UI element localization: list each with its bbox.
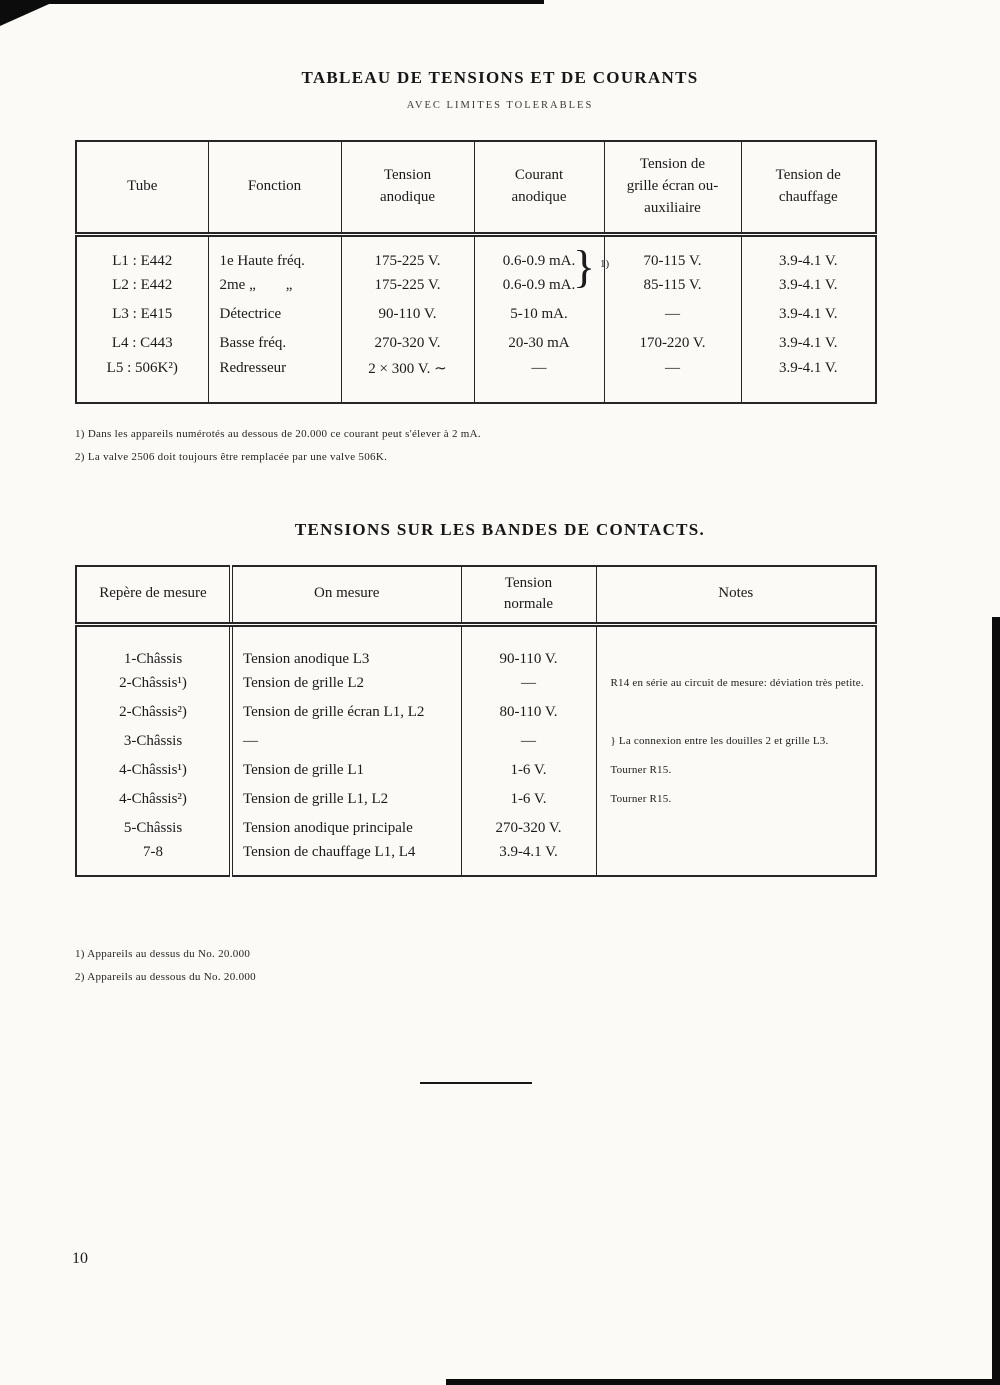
table-row	[76, 329, 876, 358]
footnote: 2) Appareils au dessous du No. 20.000	[75, 971, 256, 983]
cell-chauffage: 3.9-4.1 V.	[741, 271, 876, 300]
cell-tension: 270-320 V.	[461, 814, 596, 843]
cell-mesure: Tension de grille L1, L2	[231, 785, 461, 814]
cell-courant-anodique: 20-30 mA	[474, 329, 604, 358]
cell-courant-anodique: —	[474, 358, 604, 403]
cell-tube: L4 : C443	[76, 329, 208, 358]
cell-tube: L2 : E442	[76, 271, 208, 300]
scan-artifact-bottom-bar	[446, 1379, 1000, 1385]
table-row	[76, 727, 876, 756]
table-row	[76, 698, 876, 727]
table-row	[76, 814, 876, 843]
cell-tension: 1-6 V.	[461, 756, 596, 785]
col-header-tube: Tube	[76, 141, 208, 234]
cell-tension: —	[461, 669, 596, 698]
col-header-grille-ecran-label: Tension de grille écran ou-auxiliaire	[626, 156, 719, 216]
cell-mesure: —	[231, 727, 461, 756]
cell-fonction: 2me „ „	[208, 271, 341, 300]
col-header-grille-ecran	[604, 141, 741, 234]
footnote: 1) Appareils au dessus du No. 20.000	[75, 948, 251, 960]
bandes-contacts-table	[75, 565, 877, 877]
cell-note	[596, 698, 876, 727]
cell-repere: 7-8	[76, 843, 231, 876]
col-header-courant-anodique	[474, 141, 604, 234]
cell-repere: 5-Châssis	[76, 814, 231, 843]
col-header-tension-anodique	[341, 141, 474, 234]
cell-repere: 2-Châssis¹)	[76, 669, 231, 698]
cell-mesure: Tension de grille L1	[231, 756, 461, 785]
cell-chauffage: 3.9-4.1 V.	[741, 300, 876, 329]
col-header-fonction: Fonction	[208, 141, 341, 234]
cell-note	[596, 843, 876, 876]
cell-mesure: Tension de grille L2	[231, 669, 461, 698]
cell-fonction: Détectrice	[208, 300, 341, 329]
cell-fonction: 1e Haute fréq.	[208, 234, 341, 271]
table-row	[76, 785, 876, 814]
scan-artifact-top-line	[0, 0, 544, 4]
table-row	[76, 358, 876, 403]
cell-mesure: Tension anodique principale	[231, 814, 461, 843]
table2-title: TENSIONS SUR LES BANDES DE CONTACTS.	[294, 520, 706, 539]
cell-mesure-label: Tension de grille écran L1, L2	[243, 703, 425, 720]
table1-header-row	[76, 141, 876, 234]
cell-grille-ecran: —	[604, 358, 741, 403]
table-row	[76, 669, 876, 698]
scan-artifact-right-bar	[992, 617, 1000, 1385]
cell-tension-anodique: 90-110 V.	[341, 300, 474, 329]
table-row	[76, 756, 876, 785]
table1-title: TABLEAU DE TENSIONS ET DE COURANTS	[301, 68, 699, 87]
cell-grille-ecran: 170-220 V.	[604, 329, 741, 358]
cell-repere: 4-Châssis¹)	[76, 756, 231, 785]
cell-repere: 1-Châssis	[76, 624, 231, 669]
cell-mesure: Tension de chauffage L1, L4	[231, 843, 461, 876]
col-header-on-mesure: On mesure	[231, 566, 461, 624]
row-group-brace	[573, 241, 610, 293]
cell-mesure: Tension anodique L3	[231, 624, 461, 669]
table-row	[76, 271, 876, 300]
cell-tension-anodique: 2 × 300 V. ∼	[341, 358, 474, 403]
cell-tube: L3 : E415	[76, 300, 208, 329]
cell-fonction: Redresseur	[208, 358, 341, 403]
table2-header-row	[76, 566, 876, 624]
cell-note: Tourner R15.	[596, 785, 876, 814]
cell-repere: 2-Châssis²)	[76, 698, 231, 727]
col-header-tension-anodique-label: Tension anodique	[380, 167, 435, 205]
table-row	[76, 234, 876, 271]
section-divider	[420, 1082, 532, 1084]
cell-tension: —	[461, 727, 596, 756]
cell-tension-anodique: 175-225 V.	[341, 271, 474, 300]
tensions-courants-table	[75, 140, 877, 404]
cell-fonction: Basse fréq.	[208, 329, 341, 358]
col-header-courant-anodique-label: Courant anodique	[511, 167, 567, 205]
cell-tension-anodique: 175-225 V.	[341, 234, 474, 271]
cell-mesure	[231, 698, 461, 727]
cell-courant-anodique: 0.6-0.9 mA.	[474, 234, 604, 271]
col-header-chauffage-label: Tension de chauffage	[775, 167, 841, 205]
footnote: 1) Dans les appareils numérotés au dessous de 20.000 ce courant peut s'élever à 2 mA.	[75, 428, 481, 440]
cell-grille-ecran: —	[604, 300, 741, 329]
cell-chauffage: 3.9-4.1 V.	[741, 329, 876, 358]
cell-note: } La connexion entre les douilles 2 et grille L3.	[596, 727, 876, 756]
table2-footnotes	[75, 948, 256, 994]
cell-tension: 1-6 V.	[461, 785, 596, 814]
cell-tension: 3.9-4.1 V.	[461, 843, 596, 876]
cell-chauffage: 3.9-4.1 V.	[741, 358, 876, 403]
cell-note	[596, 624, 876, 669]
cell-tension-anodique: 270-320 V.	[341, 329, 474, 358]
cell-tension: 80-110 V.	[461, 698, 596, 727]
cell-tension: 90-110 V.	[461, 624, 596, 669]
cell-repere: 3-Châssis	[76, 727, 231, 756]
table1-footnotes	[75, 428, 481, 474]
bandes-contacts-table-wrapper	[75, 565, 875, 877]
cell-note: Tourner R15.	[596, 756, 876, 785]
cell-grille-ecran: 85-115 V.	[604, 271, 741, 300]
cell-note	[596, 814, 876, 843]
cell-note: R14 en série au circuit de mesure: déviation très petite.	[596, 669, 876, 698]
col-header-tension-normale	[461, 566, 596, 624]
footnote: 2) La valve 2506 doit toujours être remplacée par une valve 506K.	[75, 451, 388, 463]
cell-repere: 4-Châssis²)	[76, 785, 231, 814]
brace-icon: }	[573, 241, 596, 292]
table-row	[76, 300, 876, 329]
brace-footnote-marker: 1)	[600, 258, 610, 270]
cell-chauffage: 3.9-4.1 V.	[741, 234, 876, 271]
tensions-courants-table-wrapper	[75, 140, 875, 404]
page-number: 10	[72, 1250, 88, 1267]
cell-courant-anodique: 5-10 mA.	[474, 300, 604, 329]
cell-grille-ecran: 70-115 V.	[604, 234, 741, 271]
col-header-repere: Repère de mesure	[76, 566, 231, 624]
cell-tube: L5 : 506K²)	[76, 358, 208, 403]
table1-subtitle: AVEC LIMITES TOLERABLES	[406, 100, 594, 111]
table-row	[76, 624, 876, 669]
col-header-tension-normale-label: Tension normale	[503, 574, 554, 613]
col-header-notes: Notes	[596, 566, 876, 624]
cell-tube: L1 : E442	[76, 234, 208, 271]
table-row	[76, 843, 876, 876]
col-header-chauffage	[741, 141, 876, 234]
cell-courant-anodique: 0.6-0.9 mA.	[474, 271, 604, 300]
